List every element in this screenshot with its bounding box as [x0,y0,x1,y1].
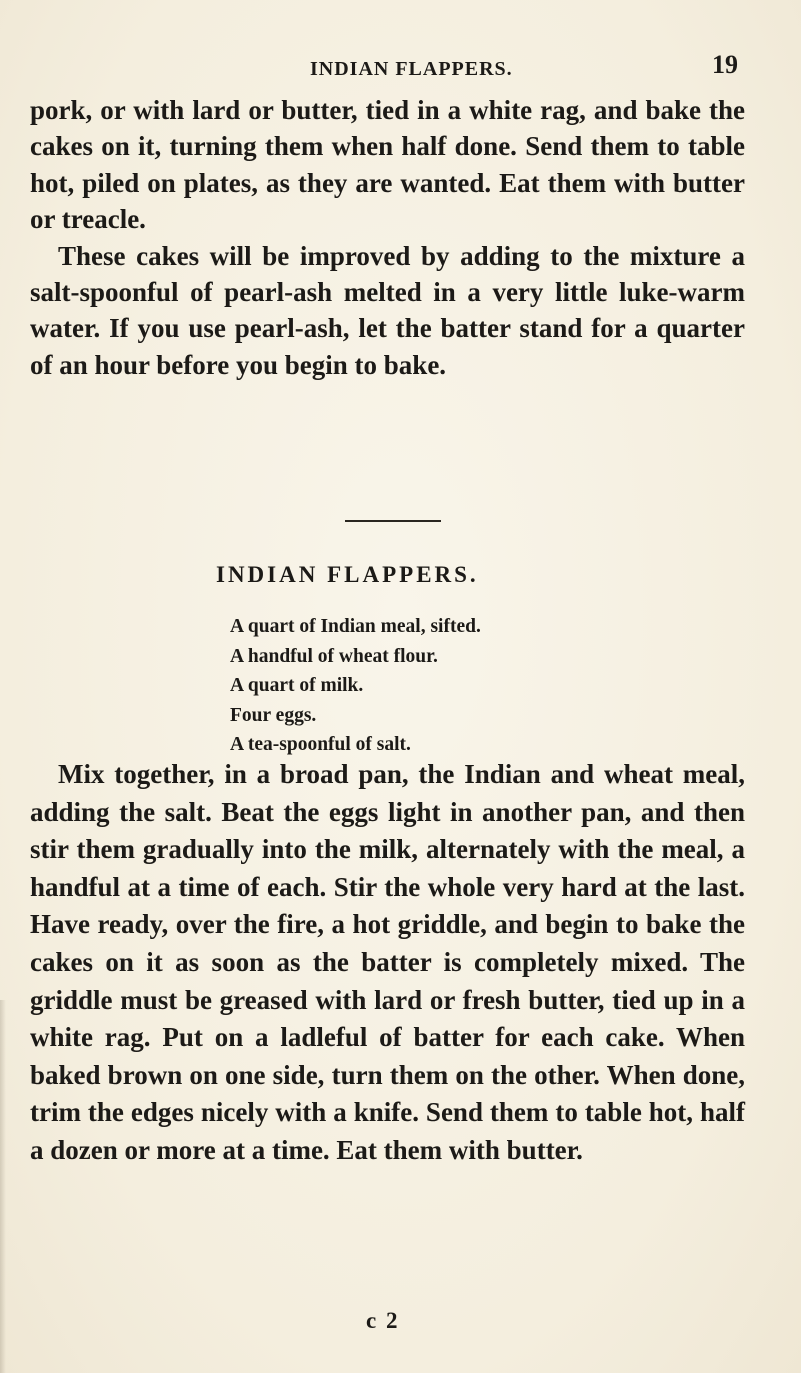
ingredient-item: A quart of milk. [230,675,364,696]
ingredient-item: A tea-spoonful of salt. [230,734,411,755]
ingredient-item: Four eggs. [230,704,317,726]
recipe-heading: INDIAN FLAPPERS. [216,562,479,587]
ingredient-item: A quart of Indian meal, sifted. [230,616,481,637]
continued-recipe-text [30,92,745,383]
signature-mark: c 2 [366,1308,400,1333]
method-paragraph: Mix together, in a broad pan, the Indian and wheat meal, adding the salt. Beat the eggs light in another pan, and then stir them gradually into the milk, alternately with the meal, a handful at a time of each. Stir the whole very hard at the last. Have ready, over the fire, a hot griddle, and begin to bake the cakes on it as soon as the batter is completely mixed. The griddle must be greased with lard or fresh butter, tied up in a white rag. Put on a ladleful of batter for each cake. When baked brown on one side, turn them on the other. When done, trim the edges nicely with a knife. Send them to table hot, half a dozen or more at a time. Eat them with butter. [30,759,745,1165]
running-title: INDIAN FLAPPERS. [310,58,513,80]
recipe-method [30,756,745,1170]
page-number: 19 [712,50,738,79]
paragraph: These cakes will be improved by adding to the mixture a salt-spoonful of pearl-ash melted in a very little luke-warm water. If you use pearl-ash, let the batter stand for a quarter of an hour before you begin to bake. [30,240,745,380]
ingredient-list [230,612,481,760]
scan-shadow [0,1000,6,1373]
section-divider [345,520,441,522]
ingredient-item: A handful of wheat flour. [230,645,438,667]
paragraph: pork, or with lard or butter, tied in a white rag, and bake the cakes on it, turning them when half done. Send them to table hot, piled on plates, as they are wanted. Eat them with butter or treacle. [30,95,745,235]
running-head [0,50,801,90]
